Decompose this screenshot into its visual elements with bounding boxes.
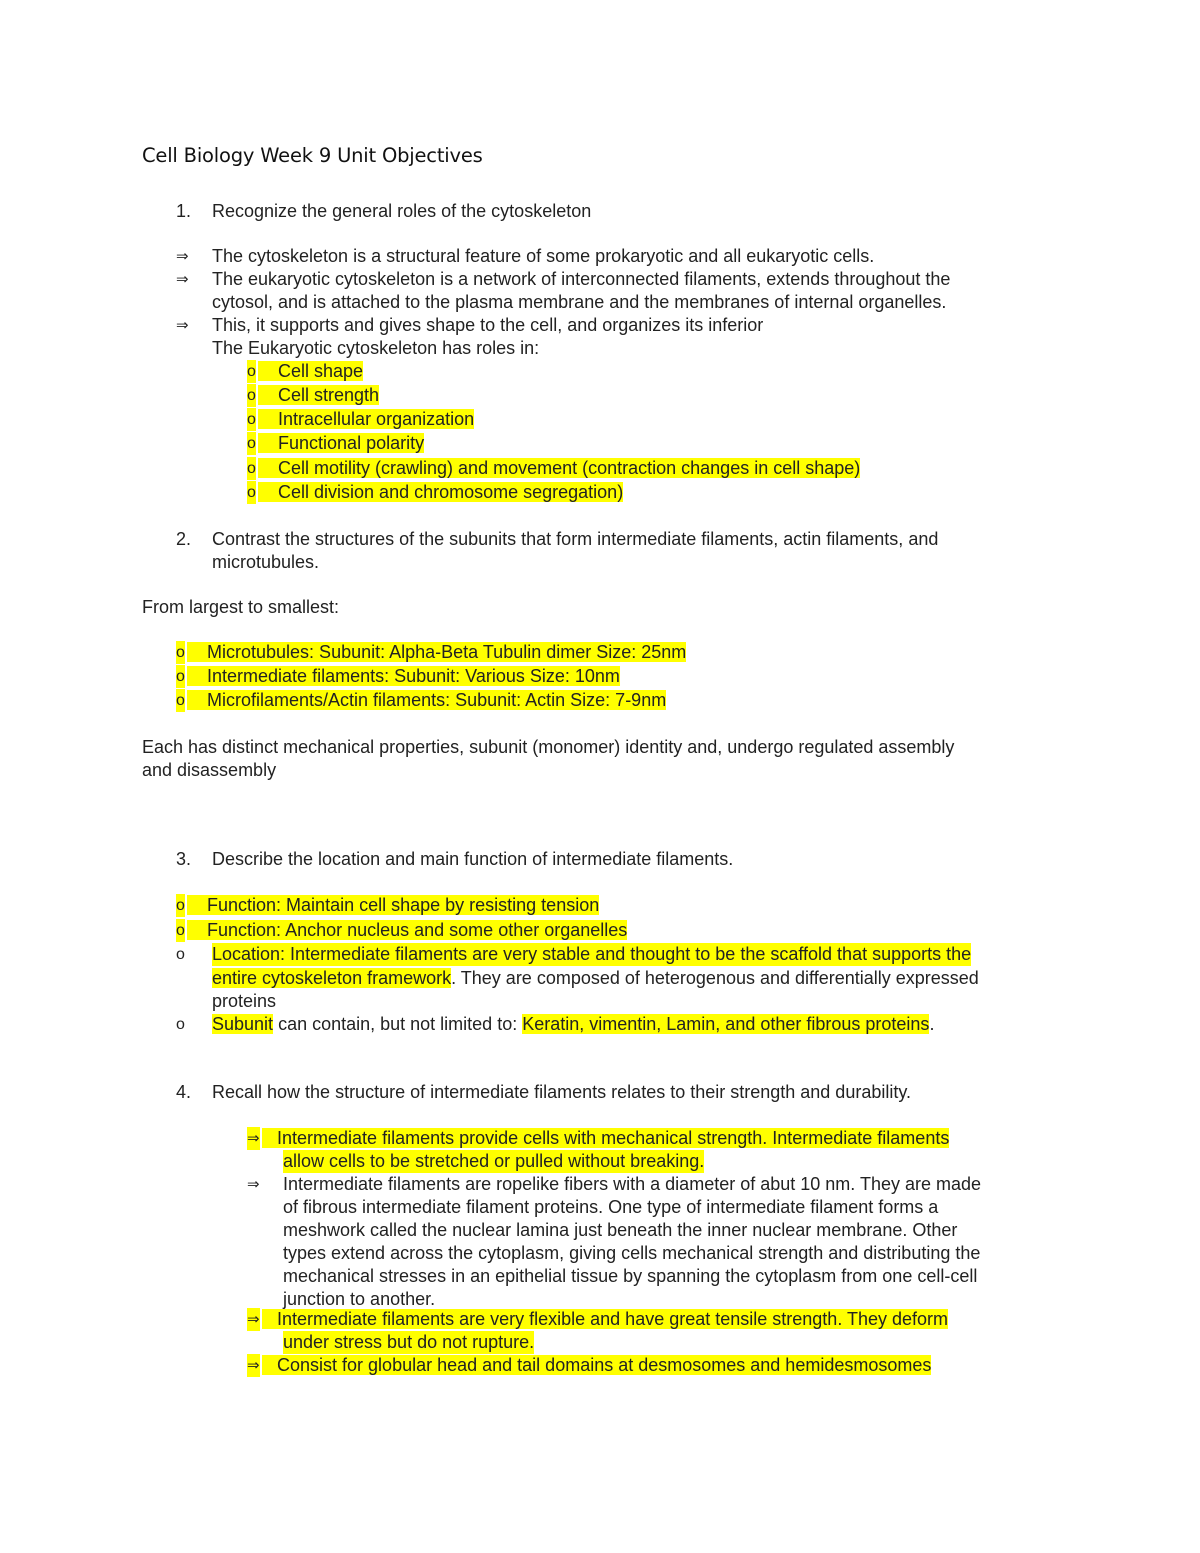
list-number-1: 1. bbox=[176, 201, 192, 221]
circle-bullet-icon: o bbox=[176, 641, 185, 664]
role-item: Cell shape bbox=[278, 361, 364, 381]
ropelike-item-continued: of fibrous intermediate filament proteins. One type of intermediate filament forms a bbox=[283, 1197, 939, 1217]
domains-item: Consist for globular head and tail domains at desmosomes and hemidesmosomes bbox=[277, 1355, 932, 1375]
circle-bullet-icon: o bbox=[176, 894, 185, 917]
role-item: Cell strength bbox=[278, 385, 380, 405]
arrow-bullet-icon: ⇒ bbox=[176, 247, 189, 265]
circle-bullet-icon: o bbox=[176, 1016, 185, 1033]
size-intro: From largest to smallest: bbox=[142, 597, 340, 617]
circle-bullet-icon: o bbox=[247, 432, 256, 455]
circle-bullet-icon: o bbox=[247, 481, 256, 504]
role-item: Functional polarity bbox=[278, 433, 425, 453]
circle-bullet-icon: o bbox=[247, 457, 256, 480]
ropelike-item: Intermediate filaments are ropelike fibers with a diameter of abut 10 nm. They are made bbox=[283, 1174, 982, 1194]
filament-size-item: Microtubules: Subunit: Alpha-Beta Tubulin dimer Size: 25nm bbox=[207, 642, 687, 662]
subunit-item: Subunit can contain, but not limited to: Keratin, vimentin, Lamin, and other fibrous proteins. bbox=[212, 1014, 935, 1034]
ropelike-item-continued: junction to another. bbox=[283, 1289, 436, 1309]
objective-2-heading-continued: microtubules. bbox=[212, 552, 320, 572]
roles-intro: The Eukaryotic cytoskeleton has roles in: bbox=[212, 338, 540, 358]
objective-1-bullet: The cytoskeleton is a structural feature of some prokaryotic and all eukaryotic cells. bbox=[212, 246, 875, 266]
page-title: Cell Biology Week 9 Unit Objectives bbox=[142, 144, 483, 167]
arrow-bullet-icon: ⇒ bbox=[247, 1175, 260, 1193]
ropelike-item-continued: meshwork called the nuclear lamina just beneath the inner nuclear membrane. Other bbox=[283, 1220, 958, 1240]
ropelike-item-continued: types extend across the cytoplasm, giving cells mechanical strength and distributing the bbox=[283, 1243, 981, 1263]
list-number-2: 2. bbox=[176, 529, 192, 549]
ropelike-item-continued: mechanical stresses in an epithelial tissue by spanning the cytoplasm from one cell-cell bbox=[283, 1266, 978, 1286]
flexibility-item: Intermediate filaments are very flexible and have great tensile strength. They deform bbox=[277, 1309, 949, 1329]
objective-2-heading: Contrast the structures of the subunits that form intermediate filaments, actin filaments, and bbox=[212, 529, 939, 549]
arrow-bullet-icon: ⇒ bbox=[176, 270, 189, 288]
location-item-continued: entire cytoskeleton framework. They are composed of heterogenous and differentially expressed bbox=[212, 968, 979, 988]
arrow-bullet-icon: ⇒ bbox=[247, 1308, 260, 1331]
strength-item: Intermediate filaments provide cells with mechanical strength. Intermediate filaments bbox=[277, 1128, 950, 1148]
arrow-bullet-icon: ⇒ bbox=[176, 316, 189, 334]
function-item: Function: Maintain cell shape by resisting tension bbox=[207, 895, 600, 915]
function-item: Function: Anchor nucleus and some other organelles bbox=[207, 920, 628, 940]
filament-size-item: Microfilaments/Actin filaments: Subunit: Actin Size: 7-9nm bbox=[207, 690, 667, 710]
circle-bullet-icon: o bbox=[247, 360, 256, 383]
location-item-continued: proteins bbox=[212, 991, 277, 1011]
strength-item-continued: allow cells to be stretched or pulled without breaking. bbox=[283, 1151, 705, 1171]
circle-bullet-icon: o bbox=[176, 665, 185, 688]
mechanical-properties-note-continued: and disassembly bbox=[142, 760, 277, 780]
objective-1-bullet: This, it supports and gives shape to the cell, and organizes its inferior bbox=[212, 315, 764, 335]
role-item: Intracellular organization bbox=[278, 409, 475, 429]
circle-bullet-icon: o bbox=[247, 408, 256, 431]
mechanical-properties-note: Each has distinct mechanical properties, subunit (monomer) identity and, undergo regulated assembly bbox=[142, 737, 955, 757]
objective-1-heading: Recognize the general roles of the cytoskeleton bbox=[212, 201, 592, 221]
role-item: Cell motility (crawling) and movement (contraction changes in cell shape) bbox=[278, 458, 861, 478]
arrow-bullet-icon: ⇒ bbox=[247, 1354, 260, 1377]
arrow-bullet-icon: ⇒ bbox=[247, 1127, 260, 1150]
flexibility-item-continued: under stress but do not rupture. bbox=[283, 1332, 535, 1352]
circle-bullet-icon: o bbox=[247, 384, 256, 407]
objective-1-bullet: The eukaryotic cytoskeleton is a network of interconnected filaments, extends throughout the bbox=[212, 269, 951, 289]
filament-size-item: Intermediate filaments: Subunit: Various Size: 10nm bbox=[207, 666, 620, 686]
role-item: Cell division and chromosome segregation) bbox=[278, 482, 624, 502]
objective-3-heading: Describe the location and main function of intermediate filaments. bbox=[212, 849, 734, 869]
circle-bullet-icon: o bbox=[176, 919, 185, 942]
circle-bullet-icon: o bbox=[176, 946, 185, 963]
circle-bullet-icon: o bbox=[176, 689, 185, 712]
objective-1-bullet-continued: cytosol, and is attached to the plasma membrane and the membranes of internal organelles. bbox=[212, 292, 947, 312]
list-number-4: 4. bbox=[176, 1082, 192, 1102]
list-number-3: 3. bbox=[176, 849, 192, 869]
location-item: Location: Intermediate filaments are very stable and thought to be the scaffold that supports the bbox=[212, 944, 972, 964]
objective-4-heading: Recall how the structure of intermediate filaments relates to their strength and durability. bbox=[212, 1082, 912, 1102]
